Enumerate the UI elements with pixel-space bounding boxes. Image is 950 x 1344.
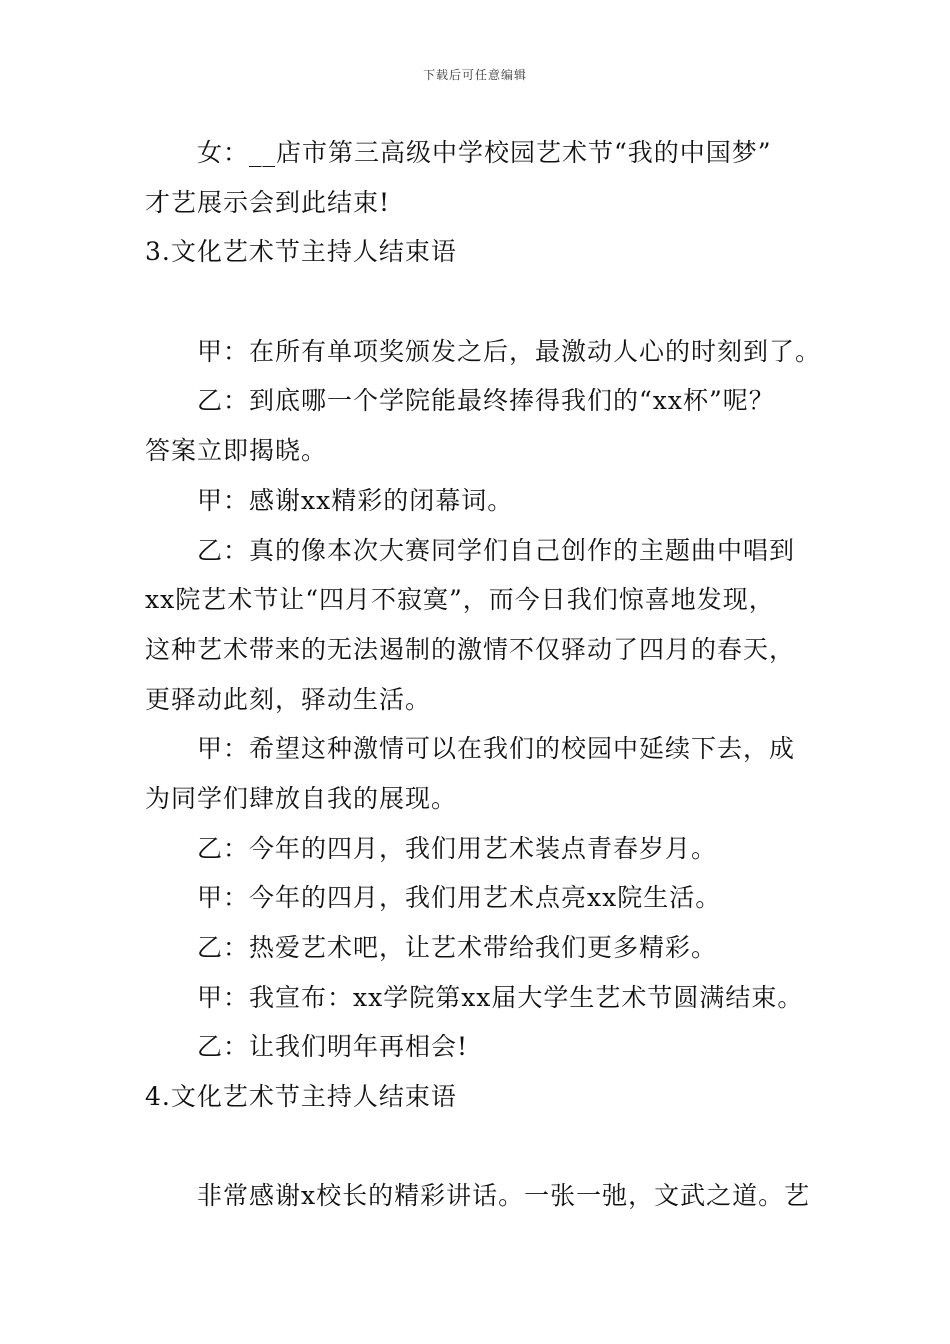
paragraph-line: 才艺展示会到此结束!	[145, 187, 391, 217]
blank-line	[145, 277, 810, 327]
paragraph-line: 更驿动此刻，驿动生活。	[145, 684, 432, 714]
paragraph-line: 乙：今年的四月，我们用艺术装点青春岁月。	[197, 833, 718, 863]
paragraph-line: 非常感谢x校长的精彩讲话。一张一弛，文武之道。艺	[197, 1181, 811, 1211]
blank-line	[145, 1122, 810, 1172]
paragraph-line: 甲：希望这种激情可以在我们的校园中延续下去，成	[197, 734, 796, 764]
section-heading: 3.文化艺术节主持人结束语	[145, 237, 457, 267]
paragraph-line: 女：__店市第三高级中学校园艺术节“我的中国梦”	[197, 138, 772, 167]
paragraph-line: 乙：热爱艺术吧，让艺术带给我们更多精彩。	[197, 933, 718, 962]
paragraph-line: 这种艺术带来的无法遏制的激情不仅驿动了四月的春天，	[145, 634, 796, 664]
paragraph-line: 甲：感谢xx精彩的闭幕词。	[197, 485, 514, 515]
paragraph-line: 乙：真的像本次大赛同学们自己创作的主题曲中唱到	[197, 535, 796, 565]
page-header-note: 下载后可任意编辑	[422, 68, 527, 82]
section-heading: 4.文化艺术节主持人结束语	[145, 1082, 457, 1112]
paragraph-line: 为同学们肆放自我的展现。	[145, 783, 458, 813]
paragraph-line: 甲：我宣布：xx学院第xx届大学生艺术节圆满结束。	[197, 982, 804, 1012]
paragraph-line: 甲：在所有单项奖颁发之后，最激动人心的时刻到了。	[197, 336, 822, 366]
document-body	[145, 128, 822, 1221]
paragraph-line: 甲：今年的四月，我们用艺术点亮xx院生活。	[197, 883, 722, 913]
paragraph-line: 乙：到底哪一个学院能最终捧得我们的“xx杯”呢？	[197, 386, 775, 416]
paragraph-line: 答案立即揭晓。	[145, 436, 328, 466]
paragraph-line: 乙：让我们明年再相会!	[197, 1032, 469, 1062]
paragraph-line: xx院艺术节让“四月不寂寞”，而今日我们惊喜地发现，	[145, 585, 775, 615]
